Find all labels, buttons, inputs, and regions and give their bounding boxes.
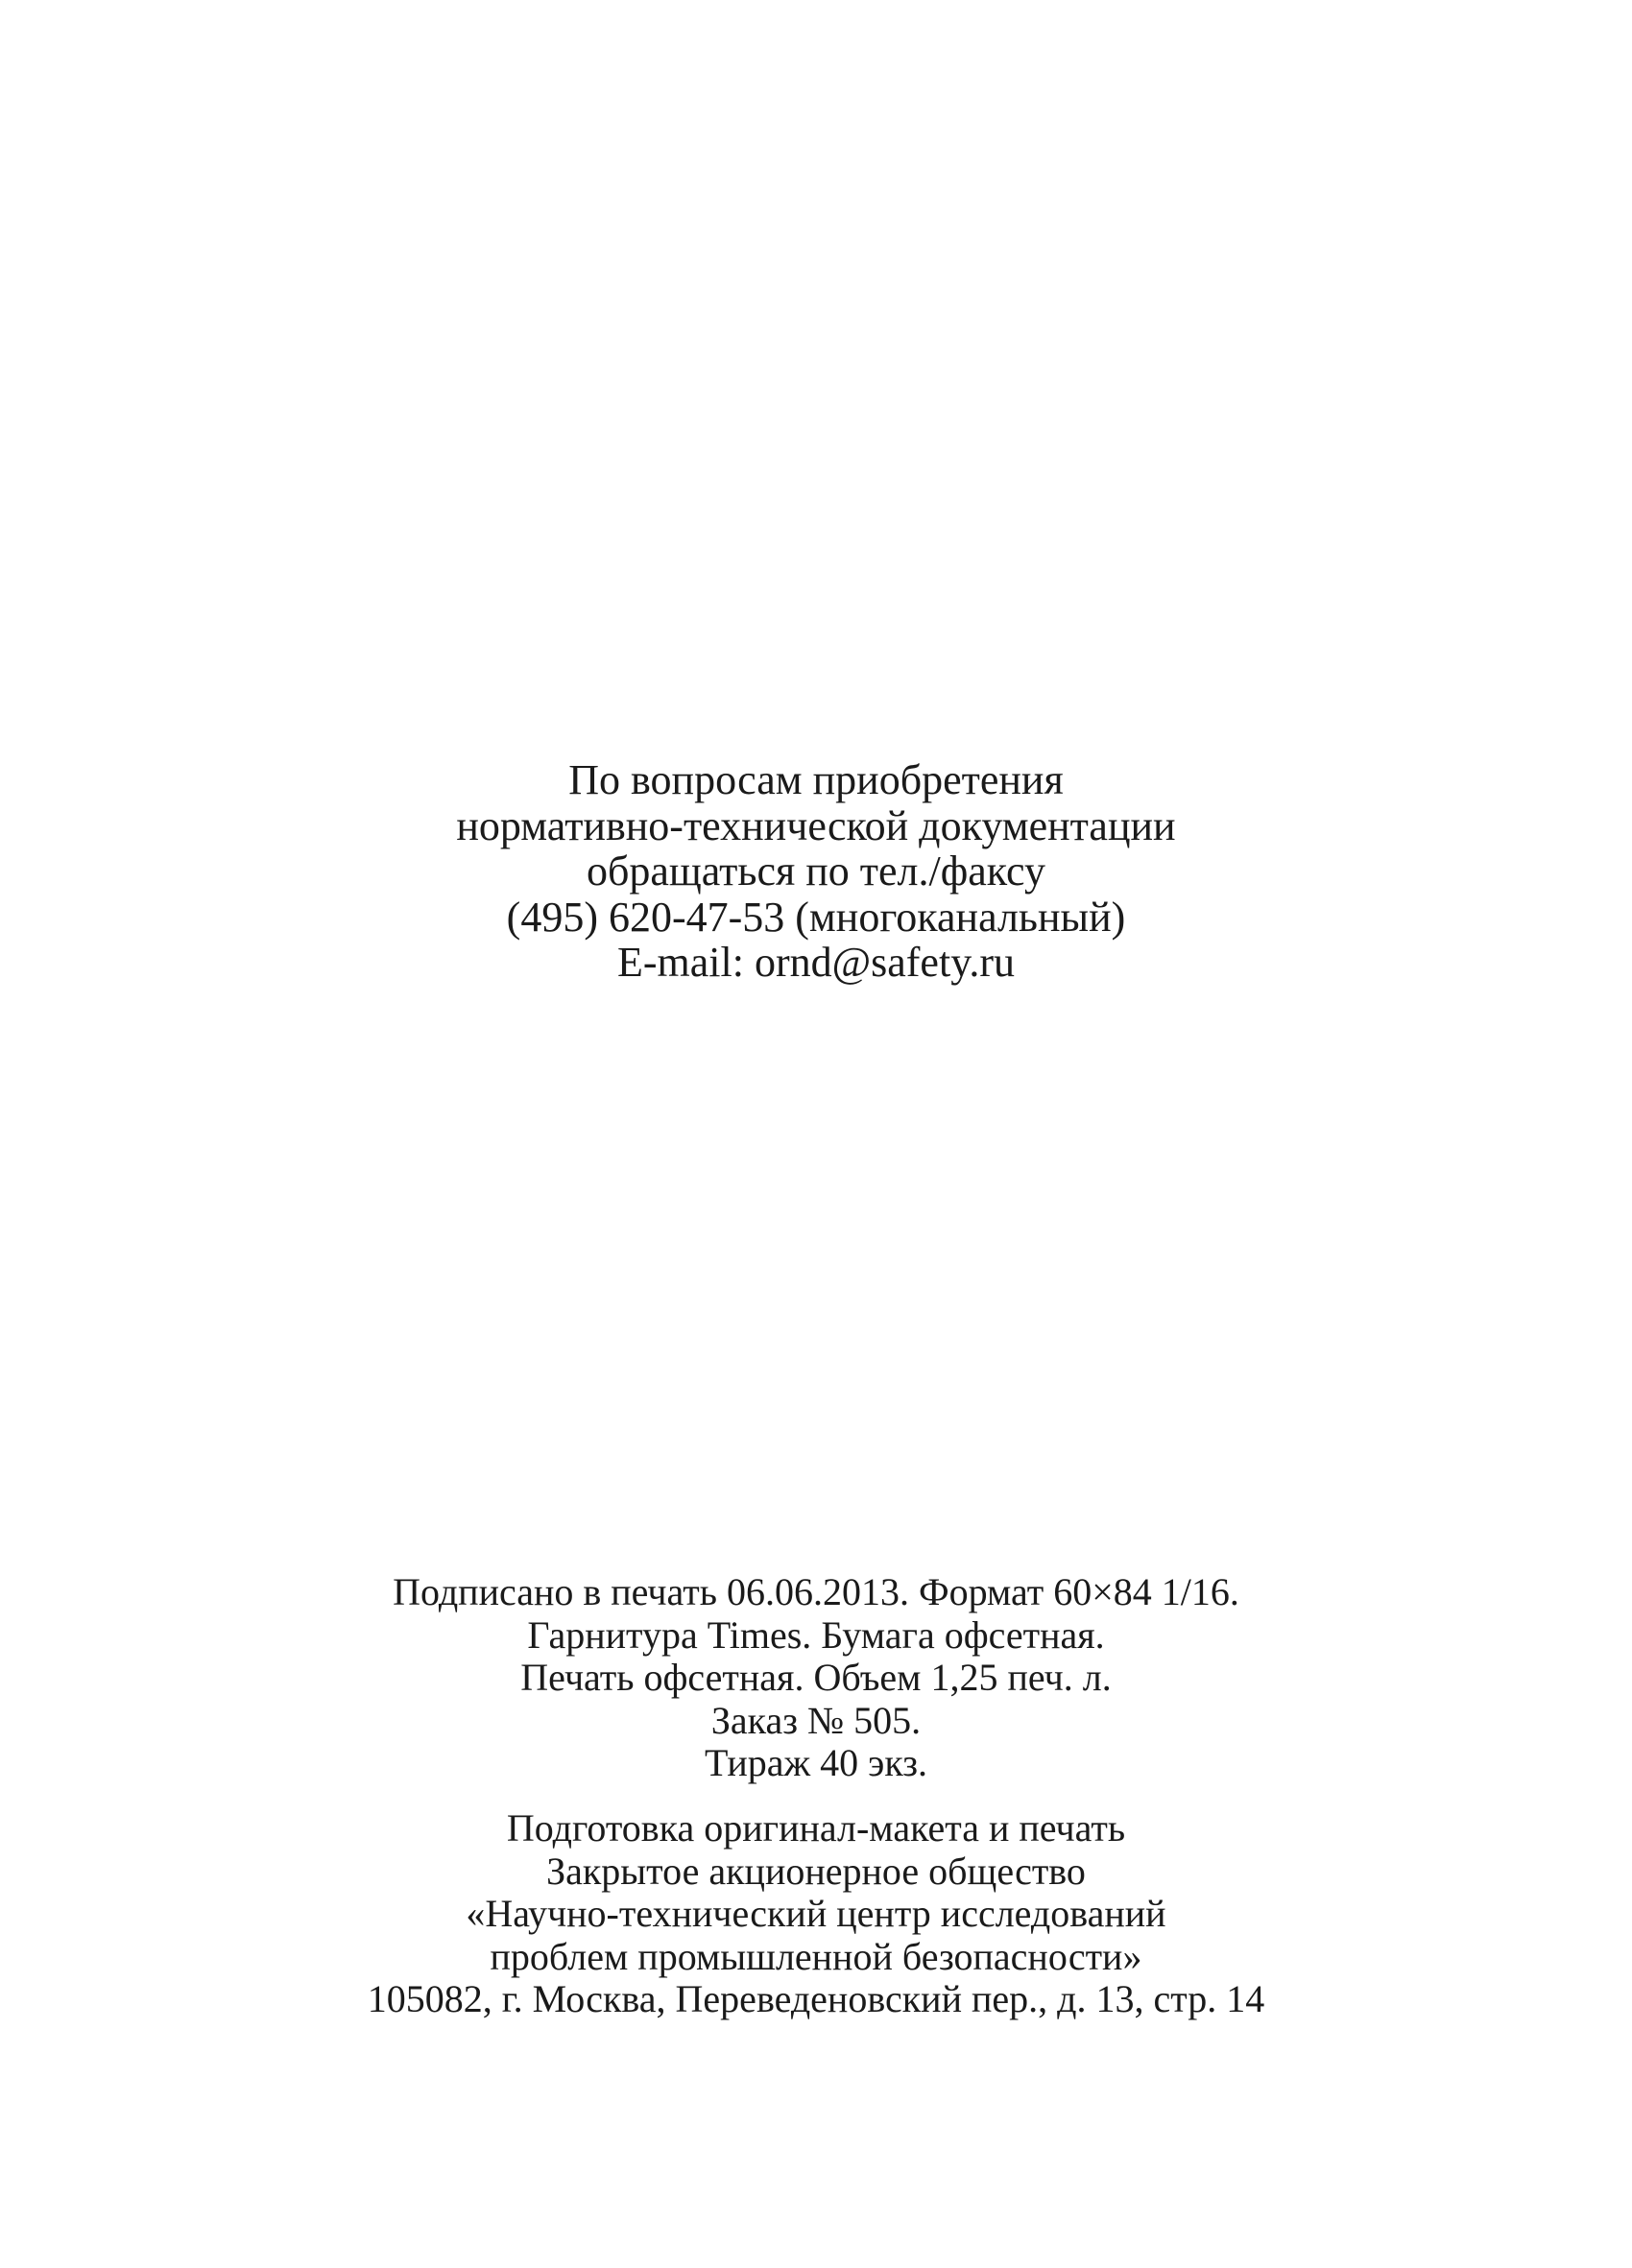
printer-block <box>0 1807 1632 2021</box>
contact-line: По вопросам приобретения <box>568 756 1064 803</box>
imprint-order: Заказ № 505. <box>710 1698 922 1742</box>
imprint-line: Гарнитура Times. Бумага офсетная. <box>527 1612 1105 1657</box>
imprint-line: Печать офсетная. Объем 1,25 печ. л. <box>520 1656 1112 1699</box>
imprint-line: Подписано в печать 06.06.2013. Формат 60×84 1/16. <box>393 1570 1239 1613</box>
imprint-block <box>0 1571 1632 1785</box>
printer-name: «Научно-технический центр исследований <box>466 1892 1166 1935</box>
contact-line: нормативно-технической документации <box>456 801 1176 849</box>
printer-line: Закрытое акционерное общество <box>546 1849 1086 1893</box>
contact-info-block <box>0 757 1632 986</box>
printer-name: проблем промышленной безопасности» <box>490 1934 1142 1978</box>
contact-email: E-mail: ornd@safety.ru <box>617 939 1015 986</box>
contact-phone: (495) 620-47-53 (многоканальный) <box>506 893 1126 941</box>
imprint-print-run: Тираж 40 экз. <box>704 1741 928 1784</box>
printer-line: Подготовка оригинал-макета и печать <box>506 1806 1126 1850</box>
printer-address: 105082, г. Москва, Переведеновский пер., д. 13, стр. 14 <box>367 1977 1265 2020</box>
contact-line: обращаться по тел./факсу <box>586 848 1045 895</box>
